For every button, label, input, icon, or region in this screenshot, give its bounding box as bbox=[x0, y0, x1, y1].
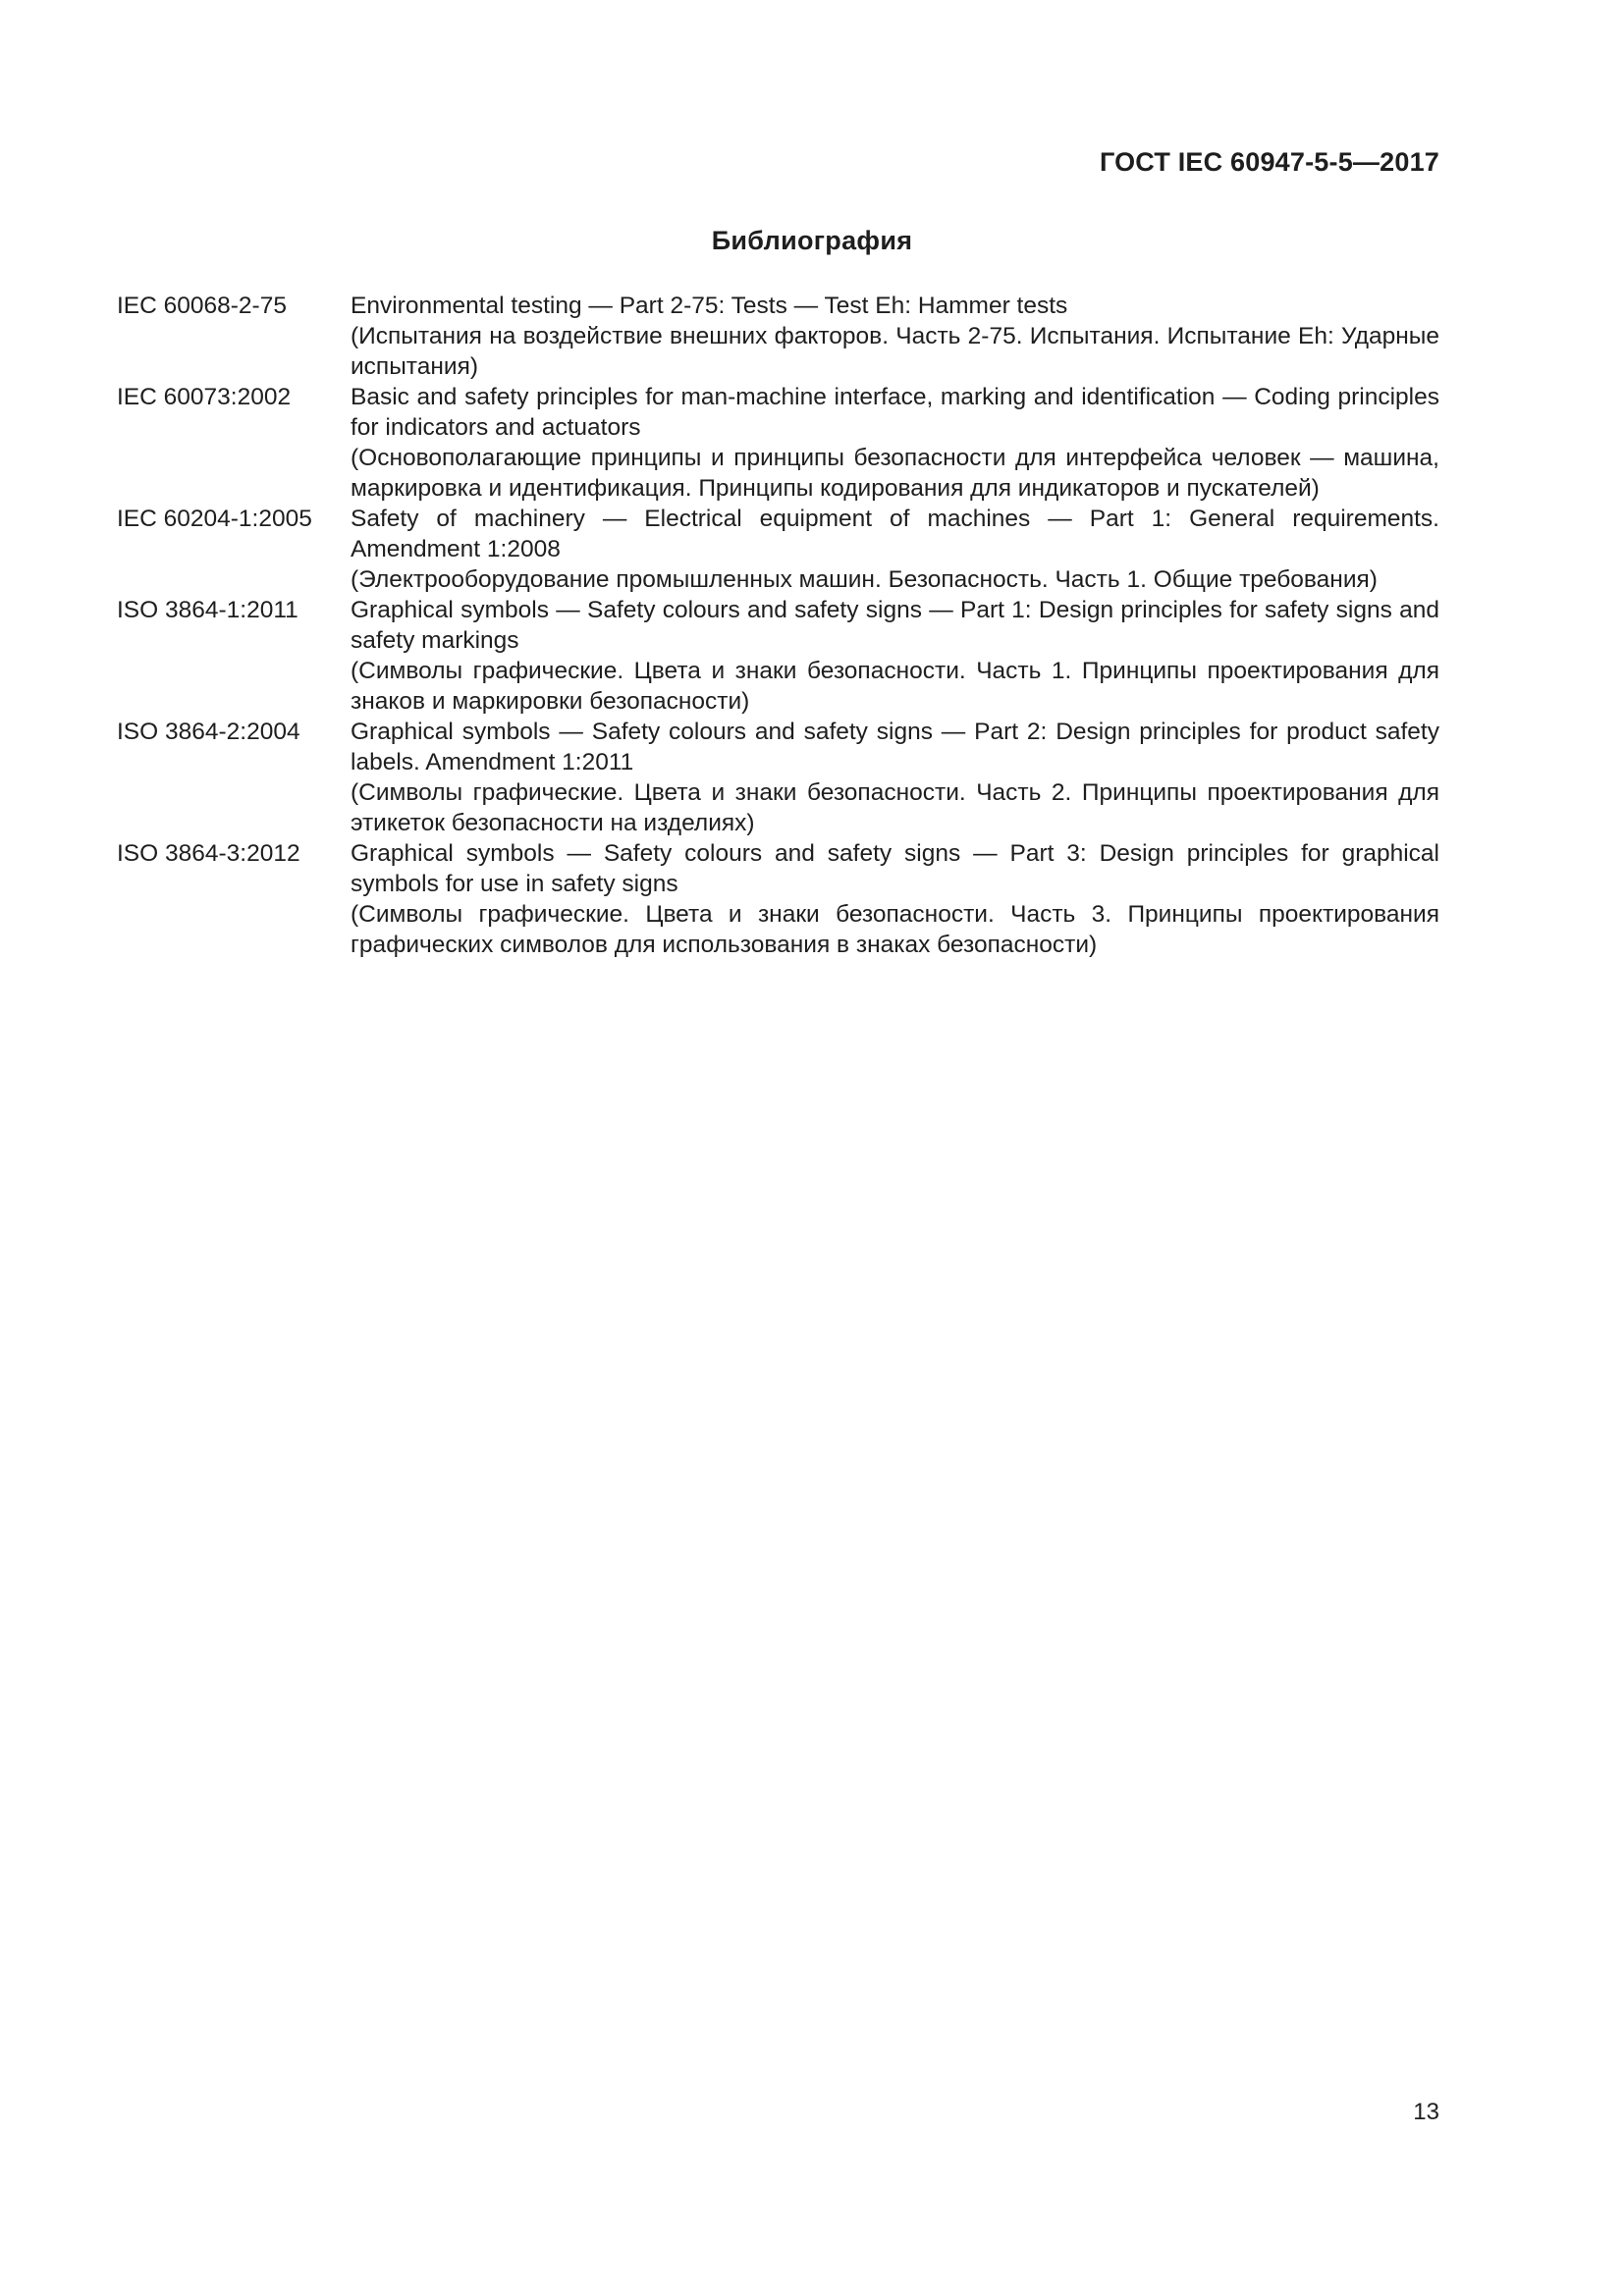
entry-description bbox=[351, 291, 1439, 382]
page-number: 13 bbox=[1413, 2099, 1439, 2125]
english-title: Environmental testing — Part 2-75: Tests — Test Eh: Hammer tests bbox=[351, 293, 1068, 319]
bibliography-list bbox=[117, 291, 1439, 960]
page-title: Библиография bbox=[711, 226, 913, 255]
russian-title: (Испытания на воздействие внешних факторов. Часть 2-75. Испытания. Испытание Eh: Ударные испытания) bbox=[351, 323, 1439, 380]
standard-code: ISO 3864-1:2011 bbox=[117, 597, 298, 623]
standard-code: IEC 60204-1:2005 bbox=[117, 506, 312, 532]
russian-title: (Символы графические. Цвета и знаки безопасности. Часть 3. Принципы проектирования графических символов для использования в знаках безопасности) bbox=[351, 901, 1439, 958]
english-title: Safety of machinery — Electrical equipment of machines — Part 1: General requirements. Amendment 1:2008 bbox=[351, 506, 1439, 562]
english-title: Graphical symbols — Safety colours and safety signs — Part 1: Design principles for safety signs and safety markings bbox=[351, 597, 1439, 654]
bibliography-entry bbox=[117, 595, 1439, 717]
standard-code: ISO 3864-2:2004 bbox=[117, 719, 300, 745]
english-title: Graphical symbols — Safety colours and safety signs — Part 3: Design principles for graphical symbols for use in safety signs bbox=[351, 840, 1439, 897]
entry-description bbox=[351, 595, 1439, 717]
bibliography-entry bbox=[117, 838, 1439, 960]
english-title: Basic and safety principles for man-machine interface, marking and identification — Coding principles for indicators and actuators bbox=[351, 384, 1439, 441]
entry-description bbox=[351, 838, 1439, 960]
entry-description bbox=[351, 504, 1439, 595]
russian-title: (Символы графические. Цвета и знаки безопасности. Часть 2. Принципы проектирования для этикеток безопасности на изделиях) bbox=[351, 779, 1439, 836]
russian-title: (Электрооборудование промышленных машин. Безопасность. Часть 1. Общие требования) bbox=[351, 566, 1378, 593]
bibliography-entry bbox=[117, 291, 1439, 382]
bibliography-entry bbox=[117, 504, 1439, 595]
bibliography-entry bbox=[117, 382, 1439, 504]
english-title: Graphical symbols — Safety colours and safety signs — Part 2: Design principles for product safety labels. Amendment 1:2011 bbox=[351, 719, 1439, 775]
entry-description bbox=[351, 717, 1439, 838]
russian-title: (Основополагающие принципы и принципы безопасности для интерфейса человек — машина, маркировка и идентификация. Принципы кодирования для индикаторов и пускателей) bbox=[351, 445, 1439, 502]
bibliography-entry bbox=[117, 717, 1439, 838]
entry-description bbox=[351, 382, 1439, 504]
standard-code: ISO 3864-3:2012 bbox=[117, 840, 300, 867]
standard-code: IEC 60073:2002 bbox=[117, 384, 292, 410]
russian-title: (Символы графические. Цвета и знаки безопасности. Часть 1. Принципы проектирования для знаков и маркировки безопасности) bbox=[351, 658, 1439, 715]
standard-code: IEC 60068-2-75 bbox=[117, 293, 287, 319]
document-number: ГОСТ IEC 60947-5-5—2017 bbox=[1099, 147, 1439, 177]
